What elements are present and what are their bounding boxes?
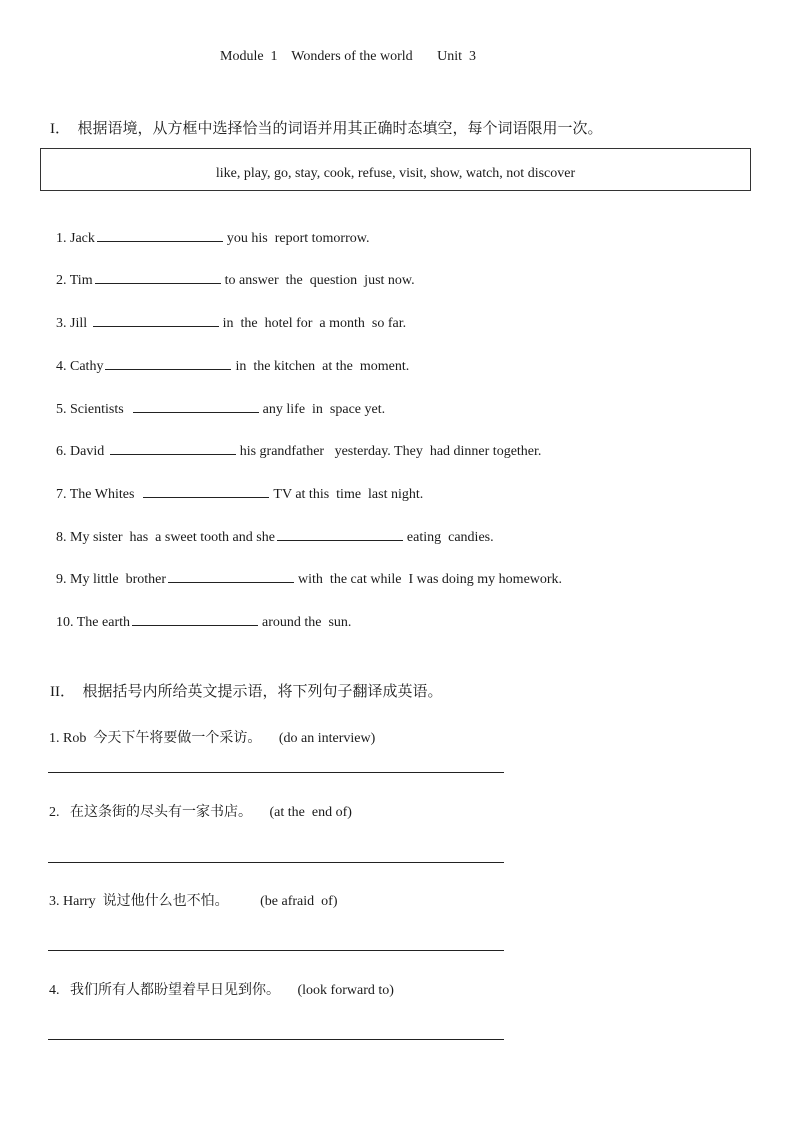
translation-prompt-3: 3. Harry 说过他什么也不怕。 (be afraid of) (49, 894, 338, 909)
fill-blank-item-7 (49, 467, 423, 504)
translation-prompt-1: 1. Rob 今天下午将要做一个采访。 (do an interview) (49, 731, 376, 746)
item-text-before: 7. The Whites (56, 487, 142, 502)
page-title: Module 1 Wonders of the world Unit 3 (220, 49, 477, 64)
answer-blank[interactable] (168, 570, 294, 583)
answer-blank[interactable] (95, 271, 221, 284)
item-text-after: in the hotel for a month so far. (222, 316, 407, 331)
item-text-before: 6. David (56, 444, 108, 459)
item-text-before: 8. My sister has a sweet tooth and she (56, 530, 275, 545)
item-text-before: 3. Jill (56, 316, 91, 331)
translation-answer-line-4[interactable] (48, 1039, 504, 1040)
item-text-before: 4. Cathy (56, 359, 104, 374)
item-text-after: you his report tomorrow. (226, 231, 370, 246)
translation-prompt-2: 2. 在这条街的尽头有一家书店。 (at the end of) (49, 805, 352, 820)
translation-answer-line-1[interactable] (48, 772, 504, 773)
translation-prompt-4: 4. 我们所有人都盼望着早日见到你。 (look forward to) (49, 983, 394, 998)
answer-blank[interactable] (93, 314, 219, 327)
fill-blank-item-8 (49, 510, 494, 547)
section-2-heading: II． 根据括号内所给英文提示语，将下列句子翻译成英语。 (50, 684, 443, 700)
answer-blank[interactable] (133, 400, 259, 413)
item-text-before: 10. The earth (56, 615, 130, 630)
item-text-after: any life in space yet. (262, 402, 386, 417)
item-text-before: 2. Tim (56, 273, 93, 288)
word-bank-box (40, 148, 751, 191)
translation-answer-line-2[interactable] (48, 862, 504, 863)
translation-answer-line-3[interactable] (48, 950, 504, 951)
fill-blank-item-4 (49, 339, 409, 376)
answer-blank[interactable] (143, 485, 269, 498)
fill-blank-item-6 (49, 424, 541, 461)
word-bank-text: like, play, go, stay, cook, refuse, visit, show, watch, not discover (215, 166, 576, 181)
item-text-after: with the cat while I was doing my homework. (298, 572, 563, 587)
answer-blank[interactable] (277, 528, 403, 541)
item-text-after: his grandfather yesterday. They had dinner together. (239, 444, 542, 459)
item-text-before: 5. Scientists (56, 402, 131, 417)
section-1-heading: I． 根据语境，从方框中选择恰当的词语并用其正确时态填空，每个词语限用一次。 (50, 121, 603, 137)
fill-blank-item-1 (49, 211, 369, 248)
answer-blank[interactable] (110, 442, 236, 455)
fill-blank-item-3 (49, 296, 406, 333)
fill-blank-item-2 (49, 253, 415, 290)
item-text-after: eating candies. (406, 530, 494, 545)
answer-blank[interactable] (105, 357, 231, 370)
answer-blank[interactable] (132, 613, 258, 626)
item-text-before: 9. My little brother (56, 572, 167, 587)
item-text-after: around the sun. (262, 615, 352, 630)
item-text-after: to answer the question just now. (224, 273, 415, 288)
fill-blank-item-5 (49, 382, 385, 419)
item-text-before: 1. Jack (56, 231, 95, 246)
fill-blank-item-10 (49, 595, 351, 632)
item-text-after: TV at this time last night. (273, 487, 424, 502)
answer-blank[interactable] (97, 229, 223, 242)
item-text-after: in the kitchen at the moment. (235, 359, 410, 374)
fill-blank-item-9 (49, 552, 562, 589)
